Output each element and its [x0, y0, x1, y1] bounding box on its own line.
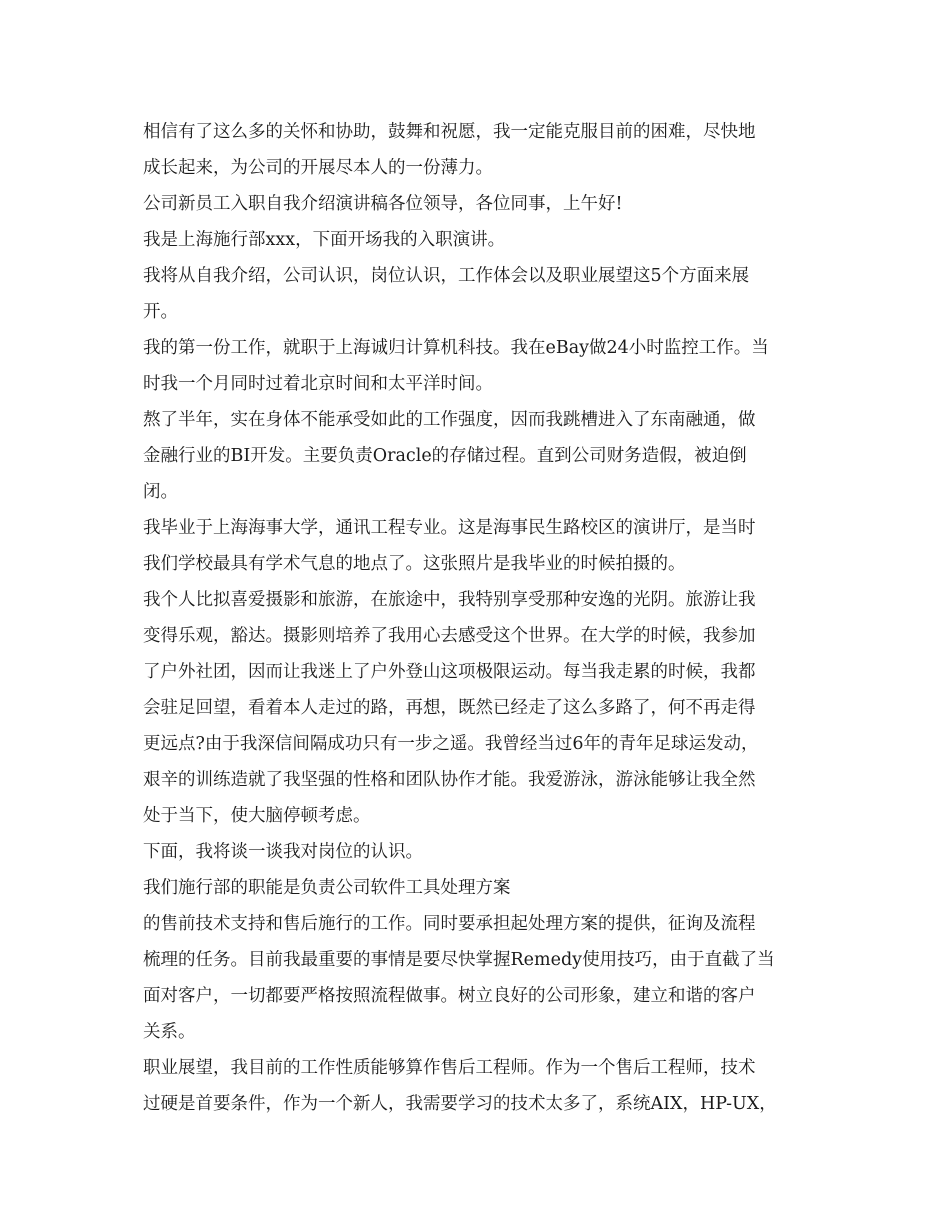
text-line: 成长起来，为公司的开展尽本人的一份薄力。	[143, 158, 493, 178]
text-line: 金融行业的BI开发。主要负责Oracle的存储过程。直到公司财务造假，被迫倒	[143, 446, 747, 466]
text-line: 过硬是首要条件，作为一个新人，我需要学习的技术太多了，系统AIX，HP-UX，	[143, 1094, 777, 1114]
text-line: 时我一个月同时过着北京时间和太平洋时间。	[143, 374, 493, 394]
text-line: 我的第一份工作，就职于上海诚归计算机科技。我在eBay做24小时监控工作。当	[143, 338, 769, 358]
text-line: 我们施行部的职能是负责公司软件工具处理方案	[143, 878, 511, 898]
document-body	[143, 114, 823, 1122]
text-line: 下面，我将谈一谈我对岗位的认识。	[143, 842, 423, 862]
text-line: 相信有了这么多的关怀和协助，鼓舞和祝愿，我一定能克服目前的困难，尽快地	[143, 122, 756, 142]
text-line: 更远点?由于我深信间隔成功只有一步之遥。我曾经当过6年的青年足球运发动，	[143, 734, 759, 754]
text-line: 我个人比拟喜爱摄影和旅游，在旅途中，我特别享受那种安逸的光阴。旅游让我	[143, 590, 756, 610]
text-line: 开。	[143, 302, 178, 322]
text-line: 我将从自我介绍，公司认识，岗位认识，工作体会以及职业展望这5个方面来展	[143, 266, 750, 286]
text-line: 职业展望，我目前的工作性质能够算作售后工程师。作为一个售后工程师，技术	[143, 1058, 756, 1078]
text-line: 关系。	[143, 1022, 196, 1042]
text-line: 面对客户，一切都要严格按照流程做事。树立良好的公司形象，建立和谐的客户	[143, 986, 756, 1006]
text-line: 我们学校最具有学术气息的地点了。这张照片是我毕业的时候拍摄的。	[143, 554, 686, 574]
text-line: 我是上海施行部xxx，下面开场我的入职演讲。	[143, 230, 506, 250]
text-line: 会驻足回望，看着本人走过的路，再想，既然已经走了这么多路了，何不再走得	[143, 698, 756, 718]
text-line: 闭。	[143, 482, 178, 502]
text-line: 梳理的任务。目前我最重要的事情是要尽快掌握Remedy使用技巧，由于直截了当	[143, 950, 775, 970]
text-line: 我毕业于上海海事大学，通讯工程专业。这是海事民生路校区的演讲厅，是当时	[143, 518, 756, 538]
text-line: 的售前技术支持和售后施行的工作。同时要承担起处理方案的提供，征询及流程	[143, 914, 756, 934]
text-line: 变得乐观，豁达。摄影则培养了我用心去感受这个世界。在大学的时候，我参加	[143, 626, 756, 646]
text-line: 公司新员工入职自我介绍演讲稿各位领导，各位同事，上午好!	[143, 194, 623, 214]
text-line: 了户外社团，因而让我迷上了户外登山这项极限运动。每当我走累的时候，我都	[143, 662, 756, 682]
text-line: 熬了半年，实在身体不能承受如此的工作强度，因而我跳槽进入了东南融通，做	[143, 410, 756, 430]
text-line: 艰辛的训练造就了我坚强的性格和团队协作才能。我爱游泳，游泳能够让我全然	[143, 770, 756, 790]
text-line: 处于当下，使大脑停顿考虑。	[143, 806, 371, 826]
